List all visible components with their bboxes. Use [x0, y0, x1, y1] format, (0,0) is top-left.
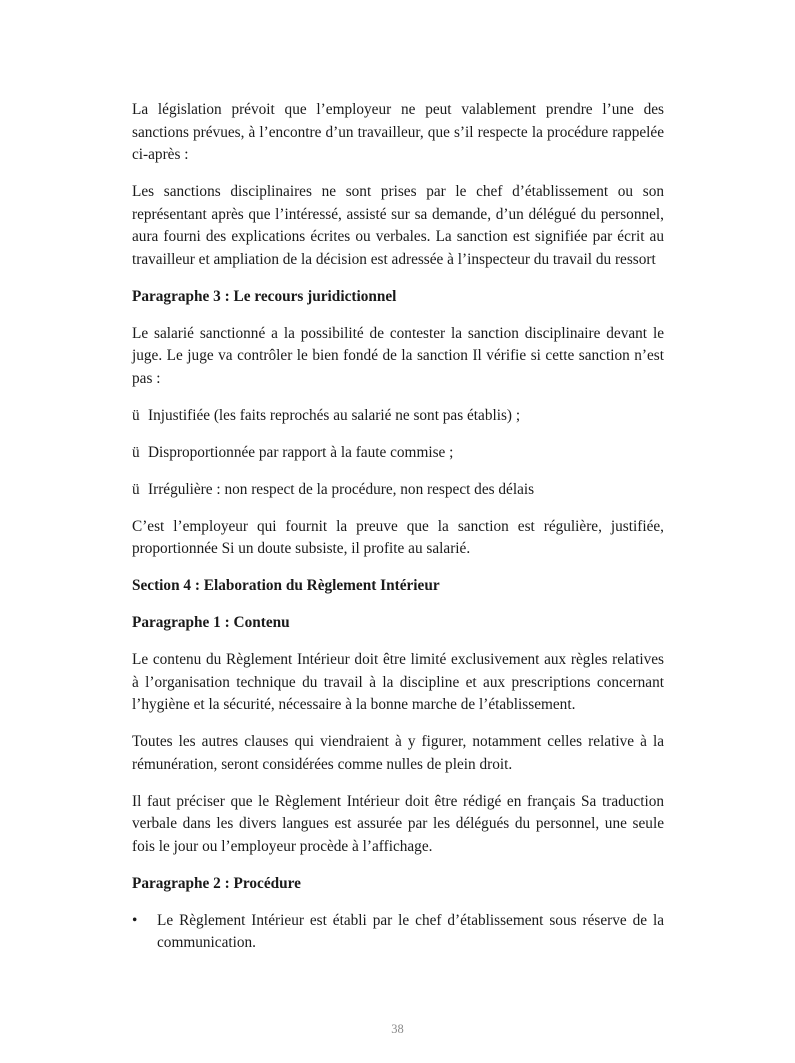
- paragraph-contenu: Le contenu du Règlement Intérieur doit être limité exclusivement aux règles relatives à l’organisation technique du travail à la discipline et aux prescriptions concernant l’hygiène et la sécurité, nécessaire à la bonne marche de l’établissement.: [132, 651, 664, 713]
- check-marker: ü: [132, 406, 140, 424]
- page-content: [132, 99, 664, 955]
- paragraph-clauses: Toutes les autres clauses qui viendraient à y figurer, notamment celles relative à la rémunération, seront considérées comme nulles de plein droit.: [132, 733, 664, 773]
- paragraph-contestation: Le salarié sanctionné a la possibilité de contester la sanction disciplinaire devant le juge. Le juge va contrôler le bien fondé de la sanction Il vérifie si cette sanction n’est pas :: [132, 324, 664, 387]
- paragraph-legislation: La législation prévoit que l’employeur ne peut valablement prendre l’une des sanctions prévues, à l’encontre d’un travailleur, que s’il respecte la procédure rappelée ci-après :: [132, 101, 664, 163]
- bullet-item-text: Le Règlement Intérieur est établi par le chef d’établissement sous réserve de la communication.: [157, 911, 664, 951]
- page-number: 38: [391, 1022, 404, 1036]
- check-marker: ü: [132, 443, 140, 461]
- bullet-item: [132, 910, 664, 955]
- checklist-item-text: Injustifiée (les faits reprochés au salarié ne sont pas établis) ;: [148, 406, 521, 424]
- paragraph-langue: Il faut préciser que le Règlement Intérieur doit être rédigé en français Sa traduction verbale dans les divers langues est assurée par les délégués du personnel, une seule fois le jour ou l’employeur procède à l’affichage.: [132, 792, 664, 855]
- paragraph-preuve: C’est l’employeur qui fournit la preuve que la sanction est régulière, justifiée, proportionnée Si un doute subsiste, il profite au salarié.: [132, 517, 664, 557]
- checklist-item: [132, 405, 664, 428]
- heading-contenu: Paragraphe 1 : Contenu: [132, 614, 290, 631]
- heading-procedure: Paragraphe 2 : Procédure: [132, 874, 301, 892]
- heading-recours-juridictionnel: Paragraphe 3 : Le recours juridictionnel: [132, 287, 397, 305]
- checklist-item-text: Disproportionnée par rapport à la faute commise ;: [148, 443, 454, 461]
- checklist-item: [132, 479, 664, 502]
- heading-section-4: Section 4 : Elaboration du Règlement Intérieur: [132, 577, 440, 594]
- bullet-marker: •: [132, 911, 138, 929]
- check-marker: ü: [132, 480, 140, 498]
- checklist-item-text: Irrégulière : non respect de la procédure, non respect des délais: [148, 480, 535, 498]
- checklist-item: [132, 442, 664, 465]
- paragraph-sanctions: Les sanctions disciplinaires ne sont prises par le chef d’établissement ou son représentant après que l’intéressé, assisté sur sa demande, d’un délégué du personnel, aura fourni des explications écrites ou verbales. La sanction est signifiée par écrit au travailleur et ampliation de la décision est adressée à l’inspecteur du travail du ressort: [132, 183, 664, 268]
